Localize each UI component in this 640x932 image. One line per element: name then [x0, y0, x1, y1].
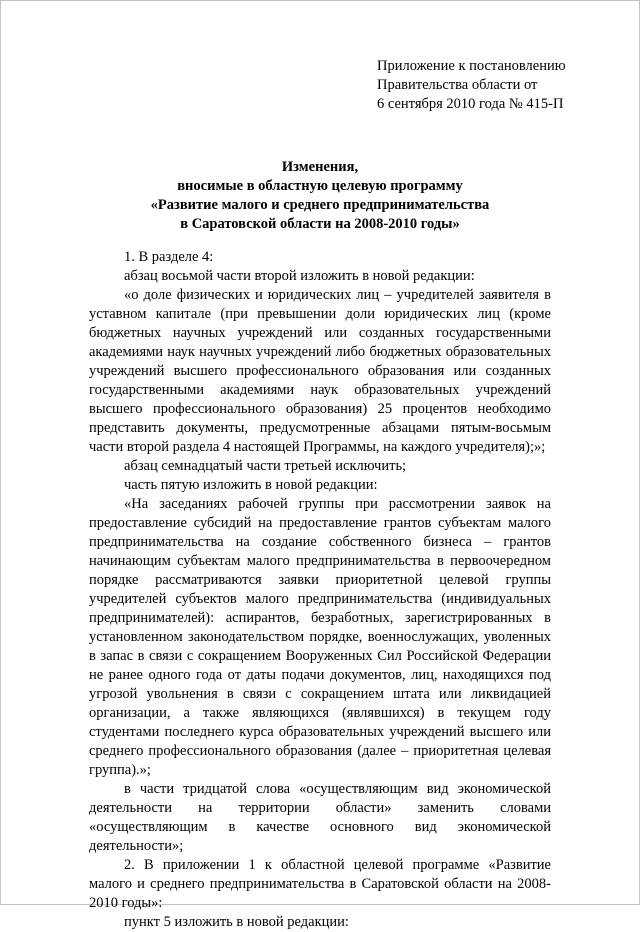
annex-reference-line-2: Правительства области от [377, 77, 538, 93]
paragraph-quoted-text-2: «На заседаниях рабочей группы при рассмотрении заявок на предоставление субсидий на предоставление грантов субъектам малого предпринимательства на создание собственного бизнеса – грантов начинающим субъектам малого предпринимательства в первоочередном порядке рассматриваются заявки приоритетной целевой группы учредителей субъектов малого предпринимательства (индивидуальных предпринимателей): аспирантов, безработных, зарегистрированных в установленном законодательством порядке, военнослужащих, уволенных в запас в связи с сокращением Вооруженных Сил Российской Федерации не ранее одного года от даты подачи документов, лиц, находящихся под угрозой увольнения в связи с сокращением штата или ликвидацией организации, а также являющихся (являвшихся) в текущем году студентами последнего курса образовательных учреждений высшего или среднего профессионального образования (далее – приоритетная целевая группа).»; [89, 496, 551, 778]
paragraph-exclusion: абзац семнадцатый части третьей исключить; [124, 458, 407, 474]
annex-reference-line-3: 6 сентября 2010 года № 415-П [377, 96, 564, 112]
paragraph-quoted-text-1: «о доле физических и юридических лиц – учредителей заявителя в уставном капитале (при превышении доли юридических лиц (кроме бюджетных научных учреждений или созданных государственными академиями наук научных учреждений либо бюджетных образовательных учреждений высшего профессионального образования или созданных государственными академиями наук образовательных учреждений высшего профессионального образования) 25 процентов необходимо представить документы, предусмотренные абзацами пятым-восьмым части второй раздела 4 настоящей Программы, на каждого учредителя);»; [89, 287, 551, 455]
title-line-2: вносимые в областную целевую программу [177, 178, 463, 194]
document-body [89, 248, 551, 932]
annex-reference-block [377, 57, 566, 114]
paragraph-section-1: 1. В разделе 4: [124, 249, 214, 265]
paragraph-word-replacement: в части тридцатой слова «осуществляющим вид экономической деятельности на территории области» заменить словами «осуществляющим в качестве основного вид экономической деятельности»; [89, 781, 551, 854]
paragraph-point-5: пункт 5 изложить в новой редакции: [124, 914, 349, 930]
paragraph-amendment-intro-2: часть пятую изложить в новой редакции: [124, 477, 378, 493]
document-title [89, 158, 551, 234]
annex-reference-line-1: Приложение к постановлению [377, 58, 566, 74]
title-line-4: в Саратовской области на 2008-2010 годы» [180, 216, 460, 232]
title-line-1: Изменения, [281, 159, 359, 175]
paragraph-amendment-intro-1: абзац восьмой части второй изложить в новой редакции: [124, 268, 475, 284]
paragraph-section-2: 2. В приложении 1 к областной целевой программе «Развитие малого и среднего предпринимательства в Саратовской области на 2008-2010 годы»: [89, 857, 551, 911]
title-line-3: «Развитие малого и среднего предпринимательства [150, 197, 490, 213]
